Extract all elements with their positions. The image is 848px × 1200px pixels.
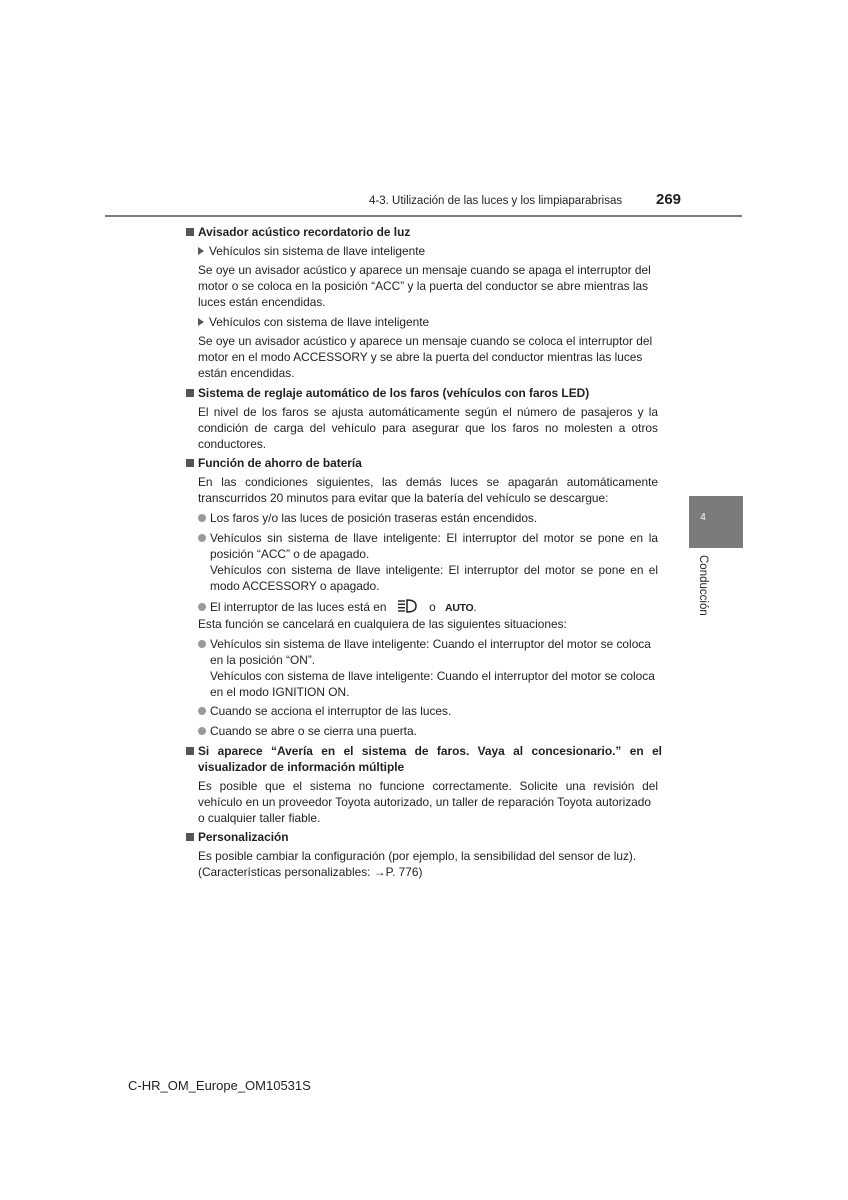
section-heading <box>186 386 589 400</box>
paragraph-line: o cualquier taller fiable. <box>198 811 321 825</box>
paragraph-line: conductores. <box>198 437 267 451</box>
round-bullet-icon <box>198 534 206 542</box>
round-bullet-icon <box>198 640 206 648</box>
bullet-text: Vehículos sin sistema de llave inteligente: Cuando el interruptor del motor se coloca <box>210 637 651 651</box>
paragraph-line: Es posible que el sistema no funcione correctamente. Solicite una revisión del <box>198 779 658 793</box>
bullet-text: Cuando se abre o se cierra una puerta. <box>210 724 417 738</box>
round-bullet-icon <box>198 727 206 735</box>
bullet-text: Vehículos con sistema de llave inteligente: El interruptor del motor se pone en el <box>210 563 658 577</box>
section-title: visualizador de información múltiple <box>198 760 405 774</box>
page-header-section: 4-3. Utilización de las luces y los limpiaparabrisas <box>369 195 623 207</box>
bullet-item <box>198 724 417 738</box>
bullet-item <box>198 637 651 651</box>
section-heading <box>186 456 362 470</box>
chapter-tab-number: 4 <box>700 512 706 523</box>
auto-label: AUTO <box>445 602 474 614</box>
square-bullet-icon <box>186 747 194 755</box>
paragraph-line: están encendidas. <box>198 366 295 380</box>
subheading <box>198 315 429 329</box>
bullet-text: en la posición “ON”. <box>210 653 316 667</box>
section-heading <box>186 744 662 758</box>
paragraph-line: El nivel de los faros se ajusta automáticamente según el número de pasajeros y la <box>198 405 658 419</box>
subheading-text: Vehículos sin sistema de llave inteligente <box>209 244 426 258</box>
section-title: Función de ahorro de batería <box>198 456 362 470</box>
section-title: Si aparece “Avería en el sistema de faros. Vaya al concesionario.” en el <box>198 744 662 758</box>
paragraph-line: transcurridos 20 minutos para evitar que la batería del vehículo se descargue: <box>198 491 609 505</box>
cross-reference-link[interactable]: (Características personalizables: →P. 776) <box>198 865 423 879</box>
headlight-icon <box>396 598 418 617</box>
paragraph-line: Se oye un avisador acústico y aparece un mensaje cuando se coloca el interruptor del <box>198 334 653 348</box>
chapter-tab-label: Conducción <box>697 555 709 616</box>
bullet-text: en el modo IGNITION ON. <box>210 685 350 699</box>
bullet-text: Vehículos sin sistema de llave inteligente: El interruptor del motor se pone en la <box>210 531 658 545</box>
bullet-text: o <box>429 600 436 614</box>
subheading-text: Vehículos con sistema de llave inteligente <box>209 315 430 329</box>
footer-document-code: C-HR_OM_Europe_OM10531S <box>128 1078 311 1093</box>
round-bullet-icon <box>198 603 206 611</box>
section-heading <box>186 830 289 844</box>
triangle-bullet-icon <box>198 318 204 326</box>
section-heading <box>186 225 410 239</box>
bullet-text: posición “ACC” o de apagado. <box>210 547 370 561</box>
square-bullet-icon <box>186 459 194 467</box>
bullet-item <box>198 598 477 617</box>
paragraph-line: condición de carga del vehículo para asegurar que los faros no molesten a otros <box>198 421 658 435</box>
bullet-text: El interruptor de las luces está en <box>210 600 387 614</box>
bullet-item <box>198 511 537 525</box>
paragraph-line: vehículo en un proveedor Toyota autorizado, un taller de reparación Toyota autorizado <box>198 795 652 809</box>
paragraph-line: En las condiciones siguientes, las demás luces se apagarán automáticamente <box>198 475 658 489</box>
round-bullet-icon <box>198 707 206 715</box>
square-bullet-icon <box>186 228 194 236</box>
triangle-bullet-icon <box>198 247 204 255</box>
subheading <box>198 244 425 258</box>
square-bullet-icon <box>186 389 194 397</box>
bullet-text: modo ACCESSORY o apagado. <box>210 579 380 593</box>
paragraph-line: luces están encendidas. <box>198 295 326 309</box>
bullet-text: Los faros y/o las luces de posición traseras están encendidos. <box>210 511 538 525</box>
square-bullet-icon <box>186 833 194 841</box>
bullet-text: Cuando se acciona el interruptor de las luces. <box>210 704 452 718</box>
section-title: Sistema de reglaje automático de los faros (vehículos con faros LED) <box>198 386 590 400</box>
section-title: Avisador acústico recordatorio de luz <box>198 225 411 239</box>
bullet-text: Vehículos con sistema de llave inteligente: Cuando el interruptor del motor se coloca <box>210 669 655 683</box>
paragraph-line: motor en el modo ACCESSORY y se abre la puerta del conductor mientras las luces <box>198 350 643 364</box>
paragraph-line: motor o se coloca en la posición “ACC” y la puerta del conductor se abre mientras las <box>198 279 649 293</box>
bullet-item <box>198 704 451 718</box>
round-bullet-icon <box>198 514 206 522</box>
paragraph-line: Se oye un avisador acústico y aparece un mensaje cuando se apaga el interruptor del <box>198 263 651 277</box>
section-title: Personalización <box>198 830 289 844</box>
bullet-text: . <box>473 600 477 614</box>
paragraph-line: Esta función se cancelará en cualquiera de las siguientes situaciones: <box>198 617 567 631</box>
paragraph-line: Es posible cambiar la configuración (por ejemplo, la sensibilidad del sensor de luz). <box>198 849 637 863</box>
bullet-item <box>198 531 658 545</box>
page-number: 269 <box>656 191 682 208</box>
